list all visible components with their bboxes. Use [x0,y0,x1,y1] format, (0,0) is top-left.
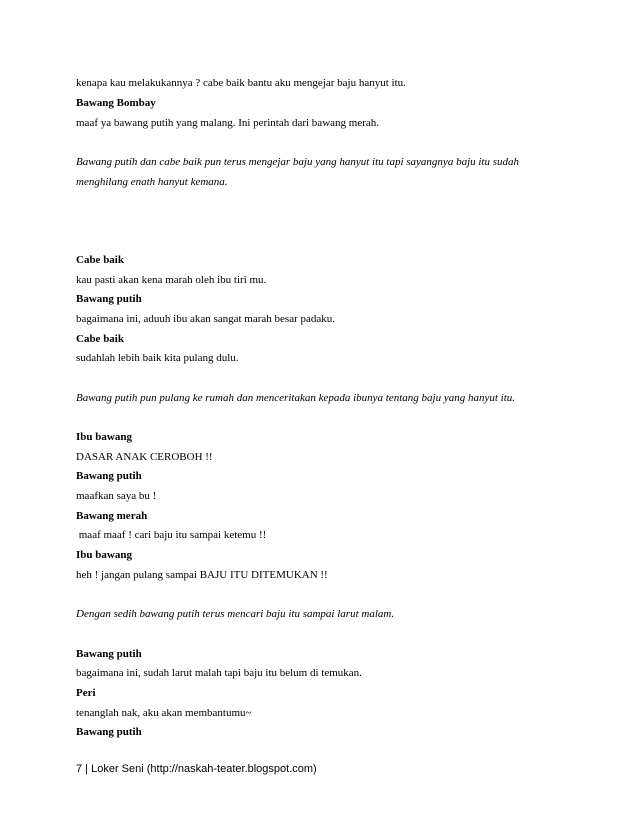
speaker-name: Cabe baik [76,333,124,345]
dialogue-line: maaf maaf ! cari baju itu sampai ketemu !! [76,529,267,541]
speaker-name: Ibu bawang [76,549,132,561]
stage-direction: Dengan sedih bawang putih terus mencari baju itu sampai larut malam. [76,608,395,620]
dialogue-line: maaf ya bawang putih yang malang. Ini perintah dari bawang merah. [76,117,379,129]
speaker-name: Peri [76,687,96,699]
speaker-name: Bawang putih [76,648,142,660]
speaker-name: Ibu bawang [76,431,132,443]
dialogue-line: DASAR ANAK CEROBOH !! [76,451,213,463]
speaker-name: Bawang Bombay [76,97,156,109]
dialogue-line: maafkan saya bu ! [76,490,157,502]
dialogue-line: bagaimana ini, aduuh ibu akan sangat marah besar padaku. [76,313,336,325]
dialogue-line: kenapa kau melakukannya ? cabe baik bantu aku mengejar baju hanyut itu. [76,77,406,89]
page-footer: 7 | Loker Seni (http://naskah-teater.blogspot.com) [76,763,317,775]
stage-direction: Bawang putih dan cabe baik pun terus mengejar baju yang hanyut itu tapi sayangnya baju itu sudah [76,156,520,168]
dialogue-line: sudahlah lebih baik kita pulang dulu. [76,352,239,364]
dialogue-line: heh ! jangan pulang sampai BAJU ITU DITEMUKAN !! [76,569,328,581]
speaker-name: Bawang putih [76,293,142,305]
dialogue-line: tenanglah nak, aku akan membantumu~ [76,707,252,719]
stage-direction: Bawang putih pun pulang ke rumah dan menceritakan kepada ibunya tentang baju yang hanyut itu. [76,392,516,404]
dialogue-line: kau pasti akan kena marah oleh ibu tiri mu. [76,274,267,286]
speaker-name: Bawang putih [76,470,142,482]
speaker-name: Bawang putih [76,726,142,738]
stage-direction: menghilang enath hanyut kemana. [76,176,228,188]
speaker-name: Cabe baik [76,254,124,266]
speaker-name: Bawang merah [76,510,148,522]
dialogue-line: bagaimana ini, sudah larut malah tapi baju itu belum di temukan. [76,667,362,679]
